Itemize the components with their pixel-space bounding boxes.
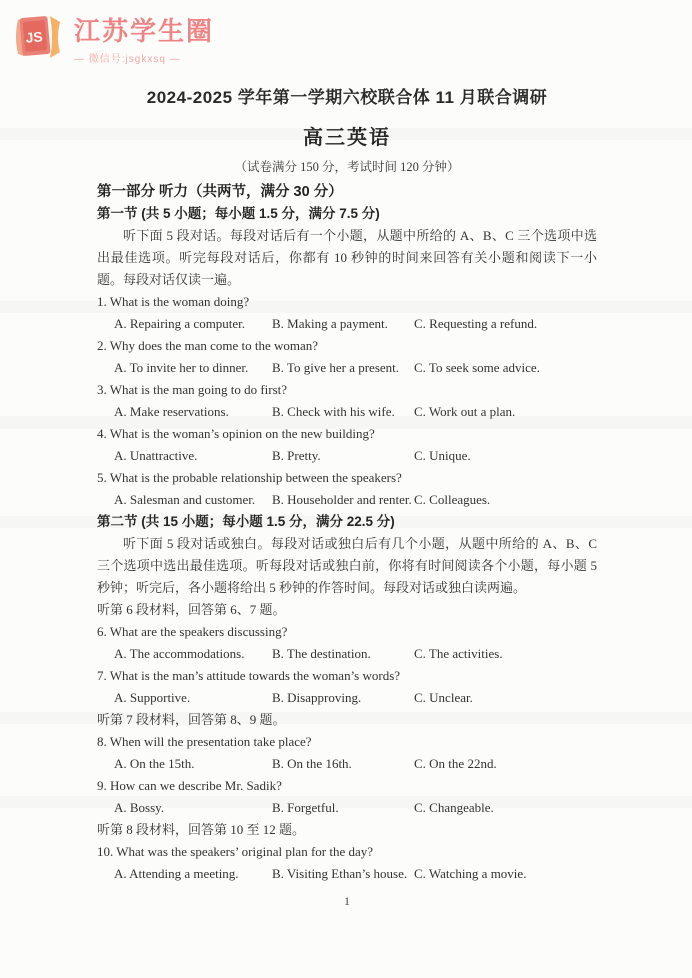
section-heading: 第一节 (共 5 小题；每小题 1.5 分，满分 7.5 分)	[97, 206, 380, 221]
question-text: 3. What is the man going to do first?	[97, 382, 288, 397]
option-b: B. Disapproving.	[272, 690, 362, 705]
exam-subject: 高三英语	[303, 127, 391, 149]
options-row	[97, 401, 597, 423]
brand-tagline: — 微信号:jsgkxsq —	[74, 53, 181, 65]
option-b: B. Forgetful.	[272, 800, 339, 815]
option-c: C. To seek some advice.	[414, 360, 540, 375]
question-item	[97, 841, 597, 885]
option-c: C. Unclear.	[414, 690, 473, 705]
option-a: A. Salesman and customer.	[114, 492, 256, 507]
option-c: C. The activities.	[414, 646, 503, 661]
options-row	[97, 445, 597, 467]
section-instructions: 听下面 5 段对话。每段对话后有一个小题，从题中所给的 A、B、C 三个选项中选出最佳选项。听完每段对话后，你都有 10 秒钟的时间来回答有关小题和阅读下一小题。每段对话仅读一遍。	[97, 228, 597, 287]
question-item	[97, 665, 597, 709]
options-row	[97, 797, 597, 819]
question-item	[97, 621, 597, 665]
option-a: A. Bossy.	[114, 800, 165, 815]
option-b: B. Pretty.	[272, 448, 321, 463]
options-row	[97, 863, 597, 885]
options-row	[97, 357, 597, 379]
option-b: B. Check with his wife.	[272, 404, 395, 419]
options-row	[97, 687, 597, 709]
question-text: 6. What are the speakers discussing?	[97, 624, 288, 639]
question-text: 1. What is the woman doing?	[97, 294, 250, 309]
option-b: B. Visiting Ethan’s house.	[272, 866, 408, 881]
question-text: 9. How can we describe Mr. Sadik?	[97, 778, 282, 793]
question-text: 8. When will the presentation take place?	[97, 734, 312, 749]
question-text: 10. What was the speakers’ original plan for the day?	[97, 844, 374, 859]
options-row	[97, 753, 597, 775]
sections-container	[97, 203, 597, 885]
part1-heading: 第一部分 听力（共两节，满分 30 分）	[97, 184, 343, 200]
page-number: 1	[344, 894, 350, 908]
option-a: A. Make reservations.	[114, 404, 229, 419]
material-note: 听第 7 段材料，回答第 8、9 题。	[97, 712, 286, 727]
option-a: A. Attending a meeting.	[114, 866, 239, 881]
option-b: B. Householder and renter.	[272, 492, 412, 507]
question-item	[97, 335, 597, 379]
page-footer	[97, 894, 597, 909]
js-book-logo-icon	[10, 8, 64, 67]
exam-note: （试卷满分 150 分，考试时间 120 分钟）	[234, 160, 460, 174]
question-item	[97, 379, 597, 423]
options-row	[97, 489, 597, 511]
option-a: A. Repairing a computer.	[114, 316, 246, 331]
option-b: B. Making a payment.	[272, 316, 388, 331]
option-a: A. The accommodations.	[114, 646, 245, 661]
option-c: C. Work out a plan.	[414, 404, 516, 419]
exam-title: 2024-2025 学年第一学期六校联合体 11 月联合调研	[146, 88, 548, 107]
question-item	[97, 467, 597, 511]
option-a: A. To invite her to dinner.	[114, 360, 249, 375]
option-a: A. On the 15th.	[114, 756, 195, 771]
question-text: 7. What is the man’s attitude towards the woman’s words?	[97, 668, 401, 683]
option-b: B. To give her a present.	[272, 360, 400, 375]
option-c: C. Unique.	[414, 448, 471, 463]
question-text: 4. What is the woman’s opinion on the new building?	[97, 426, 375, 441]
question-item	[97, 423, 597, 467]
question-text: 2. Why does the man come to the woman?	[97, 338, 319, 353]
brand-name: 江苏学生圈	[74, 15, 215, 46]
material-note: 听第 6 段材料，回答第 6、7 题。	[97, 602, 286, 617]
question-item	[97, 731, 597, 775]
option-c: C. On the 22nd.	[414, 756, 497, 771]
section-heading: 第二节 (共 15 小题；每小题 1.5 分，满分 22.5 分)	[97, 514, 395, 529]
listening-section-2	[97, 511, 597, 885]
question-item	[97, 775, 597, 819]
option-c: C. Watching a movie.	[414, 866, 527, 881]
question-text: 5. What is the probable relationship between the speakers?	[97, 470, 402, 485]
option-c: C. Requesting a refund.	[414, 316, 538, 331]
options-row	[97, 643, 597, 665]
section-instructions: 听下面 5 段对话或独白。每段对话或独白后有几个小题，从题中所给的 A、B、C 三个选项中选出最佳选项。听每段对话或独白前，你将有时间阅读各个小题，每小题 5 秒钟；听完后，各小题将给出 5 秒钟的作答时间。每段对话或独白读两遍。	[97, 536, 597, 595]
option-c: C. Colleagues.	[414, 492, 491, 507]
option-b: B. The destination.	[272, 646, 371, 661]
option-a: A. Supportive.	[114, 690, 191, 705]
options-row	[97, 313, 597, 335]
question-item	[97, 291, 597, 335]
option-c: C. Changeable.	[414, 800, 494, 815]
material-note: 听第 8 段材料，回答第 10 至 12 题。	[97, 822, 306, 837]
exam-content	[97, 0, 597, 909]
listening-section-1	[97, 203, 597, 511]
svg-text:JS: JS	[24, 28, 44, 46]
option-a: A. Unattractive.	[114, 448, 198, 463]
option-b: B. On the 16th.	[272, 756, 352, 771]
